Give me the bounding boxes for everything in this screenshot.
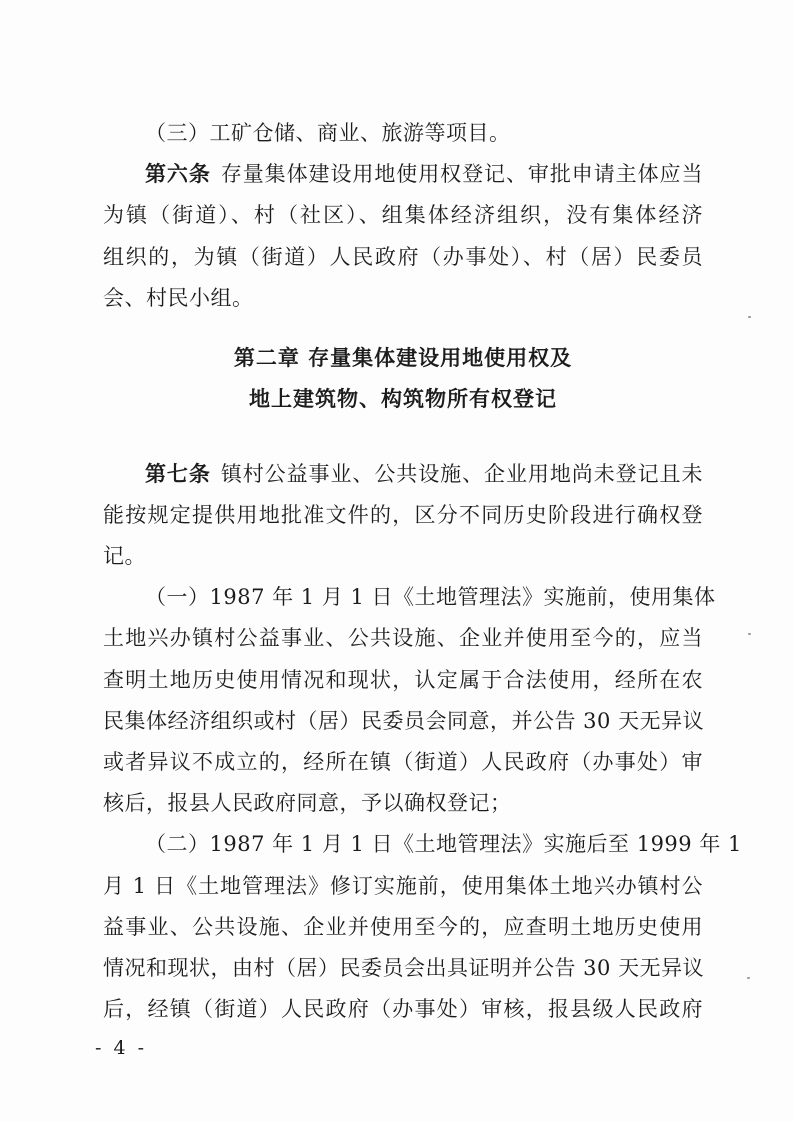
item-2-line: 益事业、公共设施、企业并使用至今的，应查明土地历史使用 bbox=[103, 915, 703, 939]
chapter-heading-line-1: 第二章 存量集体建设用地使用权及 bbox=[233, 346, 573, 370]
paragraph-line: 记。 bbox=[103, 544, 146, 568]
item-2-line: 后，经镇（街道）人民政府（办事处）审核，报县级人民政府 bbox=[103, 997, 703, 1021]
paragraph-line: 能按规定提供用地批准文件的，区分不同历史阶段进行确权登 bbox=[103, 503, 703, 527]
paragraph-line: 组织的，为镇（街道）人民政府（办事处）、村（居）民委员 bbox=[103, 245, 703, 269]
item-1-line: （一）1987 年 1 月 1 日《土地管理法》实施前，使用集体 bbox=[145, 585, 716, 609]
article-6-text: 存量集体建设用地使用权登记、审批申请主体应当 bbox=[220, 162, 703, 186]
article-7-label: 第七条 bbox=[145, 462, 211, 486]
item-1-line: 土地兴办镇村公益事业、公共设施、企业并使用至今的，应当 bbox=[103, 626, 703, 650]
article-6-line-1 bbox=[145, 159, 703, 189]
scan-speck bbox=[747, 977, 750, 979]
paragraph-line: 为镇（街道）、村（社区）、组集体经济组织，没有集体经济 bbox=[103, 203, 703, 227]
item-1-line: 或者异议不成立的，经所在镇（街道）人民政府（办事处）审 bbox=[103, 750, 703, 774]
item-2-line: 月 1 日《土地管理法》修订实施前，使用集体土地兴办镇村公 bbox=[103, 874, 703, 898]
page-number: - 4 - bbox=[95, 1037, 148, 1059]
item-2-line: 情况和现状，由村（居）民委员会出具证明并公告 30 天无异议 bbox=[103, 956, 705, 980]
paragraph-line: 会、村民小组。 bbox=[103, 286, 254, 310]
article-7-line-1 bbox=[145, 459, 703, 489]
paragraph-line: （三）工矿仓储、商业、旅游等项目。 bbox=[145, 121, 511, 145]
scan-speck bbox=[748, 633, 751, 635]
chapter-heading-line-2: 地上建筑物、构筑物所有权登记 bbox=[249, 387, 557, 411]
item-1-line: 查明土地历史使用情况和现状，认定属于合法使用，经所在农 bbox=[103, 668, 703, 692]
item-1-line: 核后，报县人民政府同意，予以确权登记； bbox=[103, 791, 512, 815]
item-2-line: （二）1987 年 1 月 1 日《土地管理法》实施后至 1999 年 1 bbox=[145, 832, 742, 856]
article-7-text: 镇村公益事业、公共设施、企业用地尚未登记且未 bbox=[220, 462, 703, 486]
article-6-label: 第六条 bbox=[145, 162, 211, 186]
scan-speck bbox=[748, 316, 751, 318]
item-1-line: 民集体经济组织或村（居）民委员会同意，并公告 30 天无异议 bbox=[103, 709, 705, 733]
